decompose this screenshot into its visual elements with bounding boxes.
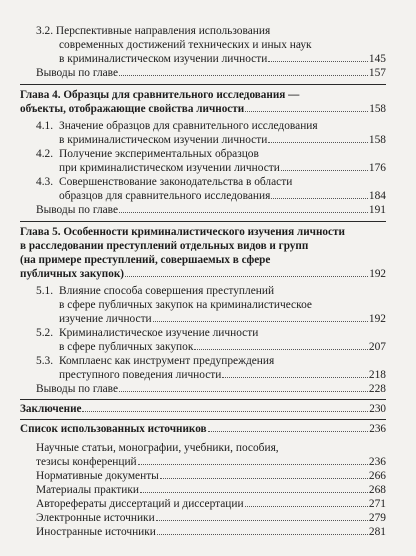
toc-entry-3-2-line1: 3.2. Перспективные направления использования xyxy=(36,25,271,37)
toc-conclusions-label: Выводы по главе xyxy=(36,383,119,395)
dot-leader xyxy=(194,349,368,350)
dot-leader xyxy=(222,377,368,378)
toc-src-scientific-line2: тезисы конференций xyxy=(36,456,137,468)
toc-entry-5-1-leader xyxy=(20,312,386,326)
page-number: 192 xyxy=(369,268,386,280)
page-number: 266 xyxy=(368,470,386,482)
page-number: 158 xyxy=(369,103,386,115)
toc-entry-5-1-line2-row xyxy=(20,298,386,312)
toc-src-foreign xyxy=(20,525,386,539)
toc-conclusions-ch3 xyxy=(20,66,386,80)
dot-leader xyxy=(268,142,368,143)
toc-conclusions-label: Выводы по главе xyxy=(36,67,119,79)
dot-leader xyxy=(268,61,368,62)
toc-entry-3-2-line2-row xyxy=(20,38,386,52)
page-number: 236 xyxy=(368,456,386,468)
toc-entry-3-2 xyxy=(20,24,386,38)
toc-src-electronic-label: Электронные источники xyxy=(36,512,155,524)
chapter-divider xyxy=(20,221,386,222)
page-number: 230 xyxy=(369,403,386,415)
page-number: 279 xyxy=(368,512,386,524)
chapter-divider xyxy=(20,399,386,400)
toc-entry-5-1-line2: в сфере публичных закупок на криминалистическое xyxy=(59,299,312,311)
toc-entry-4-1-line2: в криминалистическом изучении личности xyxy=(59,134,268,146)
toc-src-practice xyxy=(20,483,386,497)
dot-leader xyxy=(245,506,368,507)
toc-chapter-5-line1: Глава 5. Особенности криминалистического изучения личности xyxy=(20,226,345,238)
toc-src-electronic xyxy=(20,511,386,525)
page-number: 228 xyxy=(368,383,386,395)
toc-src-scientific-line1: Научные статьи, монографии, учебники, пособия, xyxy=(36,442,279,454)
toc-entry-4-2 xyxy=(20,147,386,161)
toc-chapter-5-leader xyxy=(20,267,386,281)
toc-chapter-5-line3: (на примере преступлений, совершаемых в сфере xyxy=(20,254,271,266)
section-number: 5.2. xyxy=(36,327,54,339)
dot-leader xyxy=(156,520,368,521)
toc-entry-5-2-line2: в сфере публичных закупок xyxy=(59,341,194,353)
dot-leader xyxy=(138,464,368,465)
page-number: 192 xyxy=(368,313,386,325)
page-number: 176 xyxy=(368,162,386,174)
toc-entry-4-3-line1: Совершенствование законодательства в области xyxy=(59,176,293,188)
toc-sources xyxy=(20,422,386,436)
toc-entry-5-2-leader xyxy=(20,340,386,354)
page-number: 218 xyxy=(368,369,386,381)
toc-entry-5-2-line1: Криминалистическое изучение личности xyxy=(59,327,259,339)
toc-chapter-4-line2: объекты, отображающие свойства личности xyxy=(20,103,245,115)
dot-leader xyxy=(271,198,368,199)
toc-chapter-5-line2-row xyxy=(20,239,386,253)
toc-sources-label: Список использованных источников xyxy=(20,423,207,435)
toc-entry-5-1 xyxy=(20,284,386,298)
dot-leader xyxy=(119,75,368,76)
toc-chapter-5-line3-row xyxy=(20,253,386,267)
toc-entry-5-3-line2: преступного поведения личности xyxy=(59,369,222,381)
toc-src-normative xyxy=(20,469,386,483)
toc-entry-4-1-leader xyxy=(20,133,386,147)
toc-chapter-5 xyxy=(20,225,386,239)
toc-entry-4-2-leader xyxy=(20,161,386,175)
dot-leader xyxy=(160,478,368,479)
page-number: 268 xyxy=(368,484,386,496)
toc-src-abstracts-label: Автореферaты диссертаций и диссертации xyxy=(36,498,244,510)
toc-chapter-4 xyxy=(20,88,386,102)
toc-entry-4-3-leader xyxy=(20,189,386,203)
page-number: 281 xyxy=(368,526,386,538)
toc-chapter-4-line1: Глава 4. Образцы для сравнительного исследования — xyxy=(20,89,300,101)
page-number: 158 xyxy=(368,134,386,146)
toc-entry-4-1 xyxy=(20,119,386,133)
dot-leader xyxy=(119,212,368,213)
toc-chapter-5-line4: публичных закупок) xyxy=(20,268,124,280)
toc-entry-4-3-line2: образцов для сравнительного исследования xyxy=(59,190,271,202)
page-number: 145 xyxy=(368,53,386,65)
dot-leader xyxy=(281,170,368,171)
page-number: 191 xyxy=(368,204,386,216)
toc-entry-4-2-line1: Получение экспериментальных образцов xyxy=(59,148,259,160)
toc-chapter-5-line2: в расследовании преступлений отдельных видов и групп xyxy=(20,240,309,252)
toc-chapter-4-leader xyxy=(20,102,386,116)
page-number: 207 xyxy=(368,341,386,353)
toc-entry-3-2-leader xyxy=(20,52,386,66)
toc-src-normative-label: Нормативные документы xyxy=(36,470,159,482)
toc-entry-5-2 xyxy=(20,326,386,340)
toc-conclusion-label: Заключение xyxy=(20,403,82,415)
toc-src-scientific xyxy=(20,441,386,455)
section-number: 5.1. xyxy=(36,285,54,297)
page-number: 157 xyxy=(368,67,386,79)
toc-entry-4-1-line1: Значение образцов для сравнительного исследования xyxy=(59,120,318,132)
toc-entry-5-3-leader xyxy=(20,368,386,382)
toc-entry-5-1-line1: Влияние способа совершения преступлений xyxy=(59,285,275,297)
toc-conclusions-ch5 xyxy=(20,382,386,396)
toc-entry-3-2-line3: в криминалистическом изучении личности xyxy=(59,53,268,65)
page-number: 184 xyxy=(368,190,386,202)
toc-entry-5-3-line1: Комплаенс как инструмент предупреждения xyxy=(59,355,275,367)
chapter-divider xyxy=(20,84,386,85)
section-number: 4.2. xyxy=(36,148,54,160)
dot-leader xyxy=(119,391,368,392)
toc-entry-4-2-line2: при криминалистическом изучении личности xyxy=(59,162,280,174)
dot-leader xyxy=(140,492,368,493)
section-number: 4.1. xyxy=(36,120,54,132)
page-number: 236 xyxy=(369,423,386,435)
page-number: 271 xyxy=(368,498,386,510)
toc-conclusion xyxy=(20,402,386,416)
dot-leader xyxy=(208,431,369,432)
dot-leader xyxy=(82,411,368,412)
dot-leader xyxy=(157,534,368,535)
chapter-divider xyxy=(20,419,386,420)
toc-entry-5-1-line3: изучение личности xyxy=(59,313,152,325)
dot-leader xyxy=(245,111,368,112)
toc-src-scientific-leader xyxy=(20,455,386,469)
toc-conclusions-ch4 xyxy=(20,203,386,217)
section-number: 5.3. xyxy=(36,355,54,367)
toc-src-practice-label: Материалы практики xyxy=(36,484,139,496)
section-number: 4.3. xyxy=(36,176,54,188)
dot-leader xyxy=(153,321,368,322)
toc-entry-5-3 xyxy=(20,354,386,368)
toc-entry-3-2-line2: современных достижений технических и иных наук xyxy=(59,39,312,51)
toc-entry-4-3 xyxy=(20,175,386,189)
dot-leader xyxy=(125,276,368,277)
toc-conclusions-label: Выводы по главе xyxy=(36,204,119,216)
toc-src-abstracts xyxy=(20,497,386,511)
toc-src-foreign-label: Иностранные источники xyxy=(36,526,156,538)
